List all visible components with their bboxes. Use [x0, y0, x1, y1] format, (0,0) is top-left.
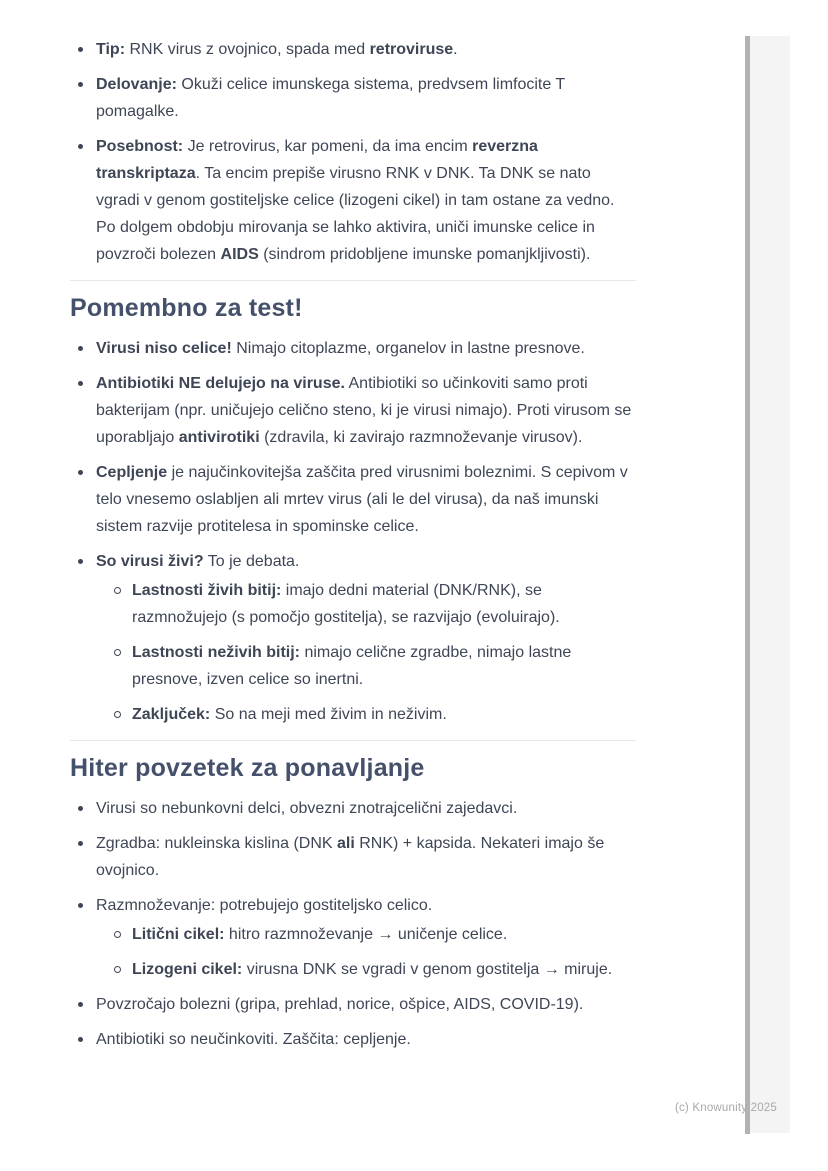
bullet-list: [70, 36, 636, 268]
list-item-text: [132, 706, 447, 723]
list-item-text: [132, 644, 571, 688]
text-run: Antibiotiki so neučinkoviti. Zaščita: cepljenje.: [96, 1031, 411, 1048]
text-run: Povzročajo bolezni (gripa, prehlad, norice, ošpice, AIDS, COVID-19).: [96, 996, 584, 1013]
text-run: RNK) + kapsida. Nekateri imajo še ovojnico.: [96, 835, 605, 879]
list-item: [70, 459, 636, 540]
text-run: AIDS: [220, 246, 259, 263]
text-run: je najučinkovitejša zaščita pred virusnimi boleznimi. S cepivom v telo vnesemo oslabljen ali mrtev virus (ali le del virusa), da naš imunski sistem razvije protitelesa in spominske celice.: [96, 464, 628, 535]
list-item-text: [96, 835, 604, 879]
list-item-text: [96, 800, 517, 817]
text-run: Zaključek:: [132, 706, 211, 723]
text-run: (zdravila, ki zavirajo razmnoževanje virusov).: [259, 429, 583, 446]
list-item-text: [132, 961, 612, 978]
next-page-edge-panel: [750, 36, 790, 1133]
list-item-text: [96, 553, 299, 570]
bullet-list: [70, 335, 636, 728]
text-run: Delovanje:: [96, 76, 177, 93]
sub-list-item: [112, 577, 636, 631]
list-item-text: [132, 926, 507, 943]
bullet-list: [70, 795, 636, 1053]
list-item-text: [132, 582, 560, 626]
text-run: To je debata.: [203, 553, 300, 570]
text-run: Antibiotiki NE delujejo na viruse.: [96, 375, 345, 392]
text-run: . Ta encim prepiše virusno RNK v DNK. Ta DNK se nato vgradi v genom gostiteljske celice (lizogeni cikel) in tam ostane za vedno. Po dolgem obdobju mirovanja se lahko aktivira, uniči imunske celice in povzroči bolezen: [96, 165, 615, 263]
list-item: [70, 548, 636, 728]
text-run: Antibiotiki so učinkoviti samo proti bakterijam (npr. uničujejo celično steno, ki je virusi nimajo). Proti virusom se uporabljajo: [96, 375, 632, 446]
section-divider: [70, 280, 636, 281]
text-run: Je retrovirus, kar pomeni, da ima encim: [183, 138, 473, 155]
text-run: Lizogeni cikel:: [132, 961, 243, 978]
footer-copyright: (c) Knowunity 2025: [674, 1102, 777, 1114]
list-item-text: [96, 340, 585, 357]
section-divider: [70, 740, 636, 741]
list-item-text: [96, 897, 432, 914]
list-item: [70, 335, 636, 362]
list-item: [70, 1026, 636, 1053]
text-run: Lastnosti neživih bitij:: [132, 644, 301, 661]
page-edge-line: [745, 36, 750, 1134]
sub-list-item: [112, 701, 636, 728]
text-run: Posebnost:: [96, 138, 184, 155]
list-item: [70, 71, 636, 125]
text-run: Nimajo citoplazme, organelov in lastne presnove.: [231, 340, 585, 357]
list-item-text: [96, 41, 458, 58]
list-item-text: [96, 1031, 411, 1048]
list-item-text: [96, 464, 628, 535]
list-item: [70, 892, 636, 983]
sub-list-item: [112, 956, 636, 983]
text-run: Virusi niso celice!: [96, 340, 232, 357]
list-item: [70, 795, 636, 822]
text-run: So virusi živi?: [96, 553, 204, 570]
list-item: [70, 133, 636, 268]
text-run: virusna DNK se vgradi v genom gostitelja → miruje.: [242, 961, 613, 978]
list-item-text: [96, 76, 565, 120]
list-item: [70, 36, 636, 63]
list-item: [70, 370, 636, 451]
list-item-text: [96, 996, 583, 1013]
list-item-text: [96, 138, 614, 263]
text-run: hitro razmnoževanje → uničenje celice.: [224, 926, 508, 943]
text-run: Razmnoževanje: potrebujejo gostiteljsko celico.: [96, 897, 433, 914]
text-run: Lastnosti živih bitij:: [132, 582, 282, 599]
text-run: imajo dedni material (DNK/RNK), se razmnožujejo (s pomočjo gostitelja), se razvijajo (evoluirajo).: [132, 582, 560, 626]
text-run: nimajo celične zgradbe, nimajo lastne presnove, izven celice so inertni.: [132, 644, 572, 688]
sub-bullet-list: [112, 577, 636, 728]
heading-pomembno-za-test: Pomembno za test!: [70, 294, 303, 322]
list-item: [70, 991, 636, 1018]
text-run: Zgradba: nukleinska kislina (DNK: [96, 835, 337, 852]
list-item-text: [96, 375, 631, 446]
text-run: retroviruse: [369, 41, 454, 58]
list-item: [70, 830, 636, 884]
text-run: RNK virus z ovojnico, spada med: [125, 41, 370, 58]
text-run: Virusi so nebunkovni delci, obvezni znotrajcelični zajedavci.: [96, 800, 518, 817]
text-run: (sindrom pridobljene imunske pomanjkljivosti).: [258, 246, 591, 263]
text-run: Litični cikel:: [132, 926, 225, 943]
heading-hiter-povzetek: Hiter povzetek za ponavljanje: [70, 754, 425, 782]
text-run: Tip:: [96, 41, 126, 58]
sub-bullet-list: [112, 921, 636, 983]
sub-list-item: [112, 639, 636, 693]
text-run: antivirotiki: [178, 429, 260, 446]
content-area: [70, 36, 636, 1061]
text-run: So na meji med živim in neživim.: [210, 706, 447, 723]
text-run: reverzna transkriptaza: [96, 138, 538, 182]
text-run: Okuži celice imunskega sistema, predvsem limfocite T pomagalke.: [96, 76, 565, 120]
text-run: Cepljenje: [96, 464, 168, 481]
text-run: ali: [337, 835, 355, 852]
text-run: .: [453, 41, 458, 58]
sub-list-item: [112, 921, 636, 948]
